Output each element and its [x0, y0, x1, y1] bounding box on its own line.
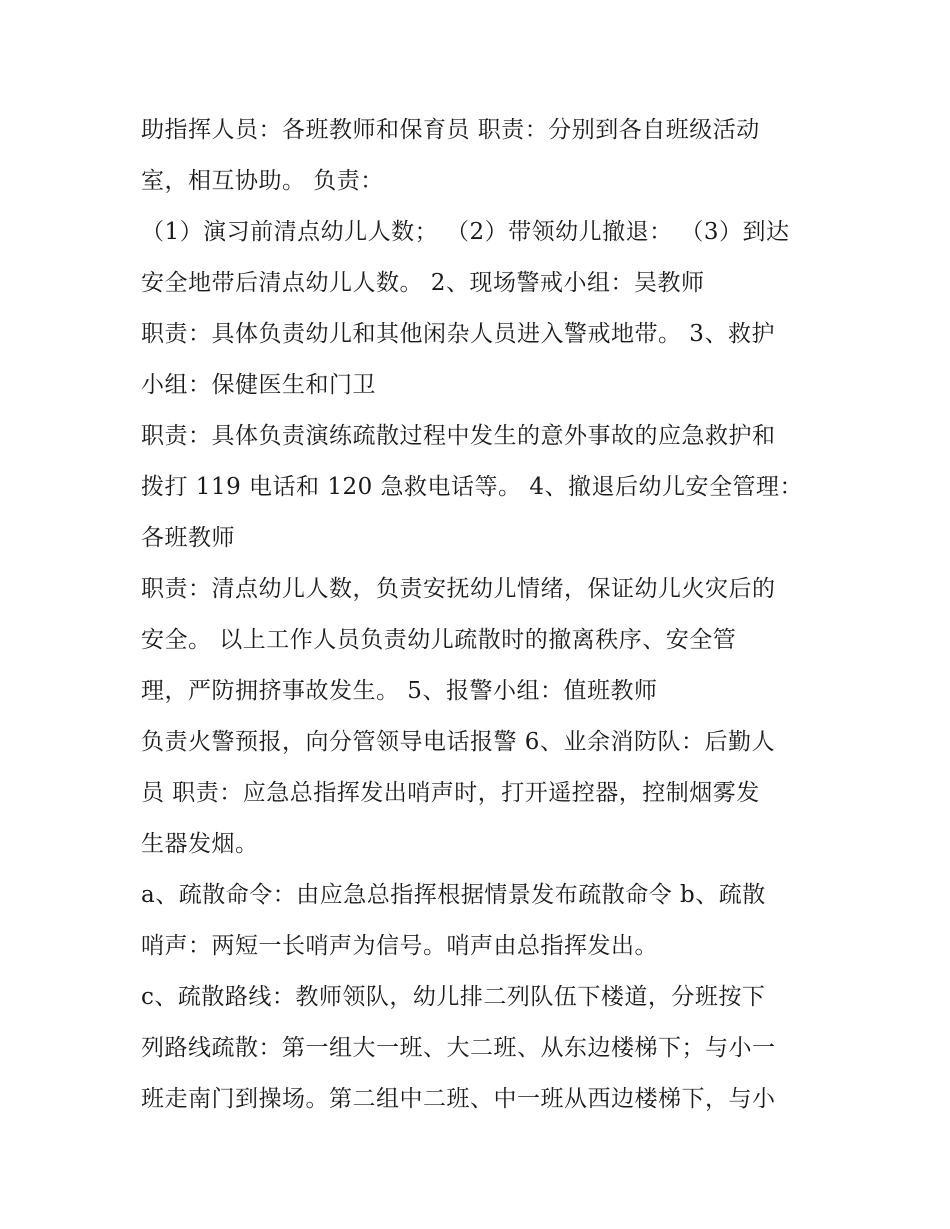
text-line: 拨打 119 电话和 120 急救电话等。 4、撤退后幼儿安全管理：: [141, 474, 803, 500]
text-line: 班走南门到操场。第二组中二班、中一班从西边楼梯下，与小: [141, 1086, 776, 1112]
text-line: 理，严防拥挤事故发生。 5、报警小组：值班教师: [141, 678, 658, 704]
text-line: c、疏散路线：教师领队，幼儿排二列队伍下楼道，分班按下: [141, 984, 766, 1010]
document-body: [141, 105, 821, 1125]
text-line: 生器发烟。: [141, 831, 259, 857]
text-line: 安全地带后清点幼儿人数。 2、现场警戒小组：吴教师: [141, 270, 705, 296]
text-line: a、疏散命令：由应急总指挥根据情景发布疏散命令 b、疏散: [141, 882, 766, 908]
text-line: 小组：保健医生和门卫: [141, 372, 376, 398]
text-line: 助指挥人员：各班教师和保育员 职责：分别到各自班级活动: [141, 117, 760, 143]
text-line: 列路线疏散：第一组大一班、大二班、从东边楼梯下；与小一: [141, 1035, 776, 1061]
text-line: 职责：具体负责演练疏散过程中发生的意外事故的应急救护和: [141, 423, 776, 449]
text-line: 职责：清点幼儿人数，负责安抚幼儿情绪，保证幼儿火灾后的: [141, 576, 776, 602]
text-line: 安全。 以上工作人员负责幼儿疏散时的撤离秩序、安全管: [141, 627, 737, 653]
text-line: 哨声：两短一长哨声为信号。哨声由总指挥发出。: [141, 933, 658, 959]
text-line: 员 职责：应急总指挥发出哨声时，打开遥控器，控制烟雾发: [141, 780, 760, 806]
text-line: 职责：具体负责幼儿和其他闲杂人员进入警戒地带。 3、救护: [141, 321, 775, 347]
text-line: 各班教师: [141, 525, 235, 551]
text-line: 负责火警预报，向分管领导电话报警 6、业余消防队：后勤人: [141, 729, 775, 755]
text-line: （1）演习前清点幼儿人数； （2）带领幼儿撤退： （3）到达: [141, 219, 790, 245]
text-line: 室，相互协助。 负责：: [141, 168, 384, 194]
